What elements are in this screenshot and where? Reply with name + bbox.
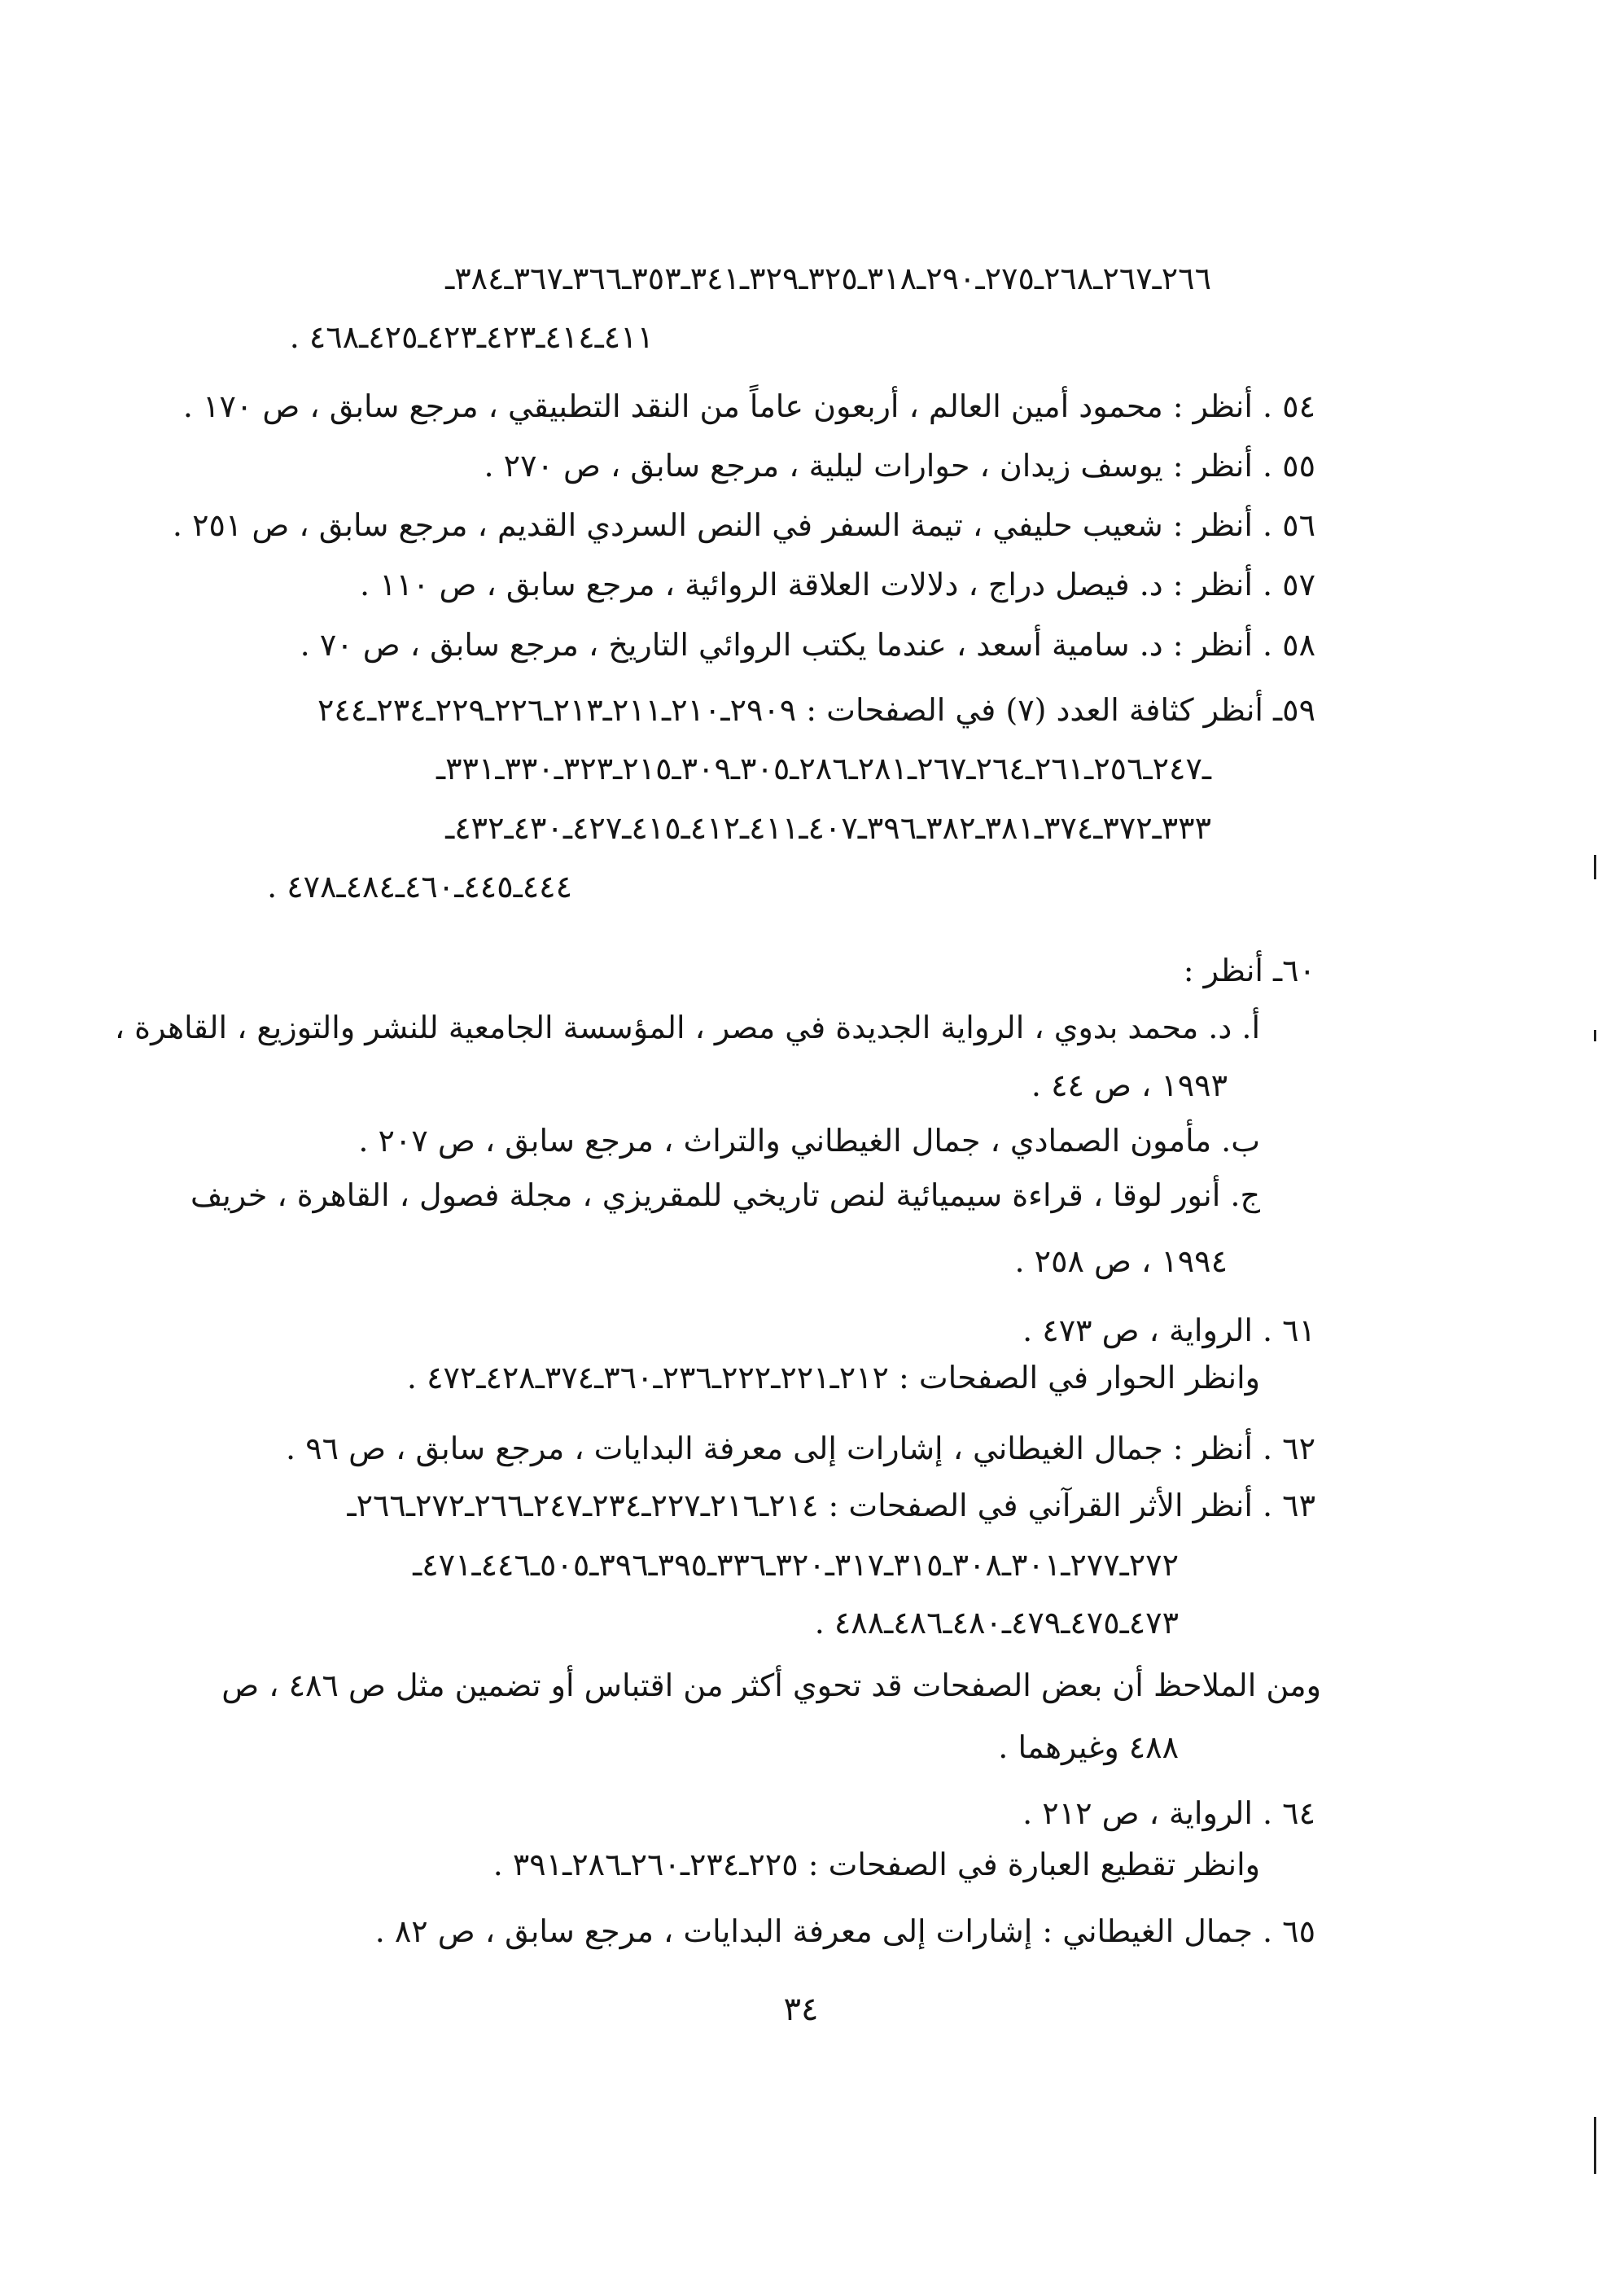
footnote-57: ٥٧ . أنظر : د. فيصل دراج ، دلالات العلاقة الروائية ، مرجع سابق ، ص ١١٠ .	[360, 567, 1315, 602]
footnote-63-note-line-2: ٤٨٨ وغيرهما .	[998, 1729, 1179, 1765]
footnote-60-item-b: ب. مأمون الصمادي ، جمال الغيطاني والتراث ، مرجع سابق ، ص ٢٠٧ .	[358, 1123, 1260, 1159]
footnote-59: ٥٩ـ أنظر كثافة العدد (٧) في الصفحات : ٢٩٠٩ـ٢١٠ـ٢١١ـ٢١٣ـ٢٢٦ـ٢٢٩ـ٢٣٤ـ٢٤٤	[317, 692, 1315, 728]
footnote-53-continuation-line-2: ٤١١ـ٤١٤ـ٤٢٣ـ٤٢٣ـ٤٢٥ـ٤٦٨ .	[289, 319, 654, 355]
footnote-60-item-a-line-2: ١٩٩٣ ، ص ٤٤ .	[1031, 1067, 1228, 1103]
footnote-56: ٥٦ . أنظر : شعيب حليفي ، تيمة السفر في النص السردي القديم ، مرجع سابق ، ص ٢٥١ .	[172, 507, 1315, 543]
footnote-60-item-a: أ. د. محمد بدوي ، الرواية الجديدة في مصر ، المؤسسة الجامعية للنشر والتوزيع ، القاهرة ،	[114, 1010, 1260, 1045]
footnote-61-see-also: وانظر الحوار في الصفحات : ٢١٢ـ٢٢١ـ٢٢٢ـ٢٣٦ـ٣٦٠ـ٣٧٤ـ٤٢٨ـ٤٧٢ .	[406, 1360, 1260, 1396]
footnote-60-item-c: ج. أنور لوقا ، قراءة سيميائية لنص تاريخي للمقريزي ، مجلة فصول ، القاهرة ، خريف	[190, 1177, 1260, 1213]
footnote-60: ٦٠ـ أنظر :	[1183, 953, 1315, 988]
page-number: ٣٤	[783, 1991, 819, 2028]
footnote-58: ٥٨ . أنظر : د. سامية أسعد ، عندما يكتب الروائي التاريخ ، مرجع سابق ، ص ٧٠ .	[300, 627, 1315, 663]
footnote-62: ٦٢ . أنظر : جمال الغيطاني ، إشارات إلى معرفة البدايات ، مرجع سابق ، ص ٩٦ .	[286, 1431, 1315, 1466]
footnote-65: ٦٥ . جمال الغيطاني : إشارات إلى معرفة البدايات ، مرجع سابق ، ص ٨٢ .	[374, 1913, 1315, 1949]
footnote-55: ٥٥ . أنظر : يوسف زيدان ، حوارات ليلية ، مرجع سابق ، ص ٢٧٠ .	[484, 448, 1315, 484]
footnote-59-line-2: ـ٢٤٧ـ٢٥٦ـ٢٦١ـ٢٦٤ـ٢٦٧ـ٢٨١ـ٢٨٦ـ٣٠٥ـ٣٠٩ـ٢١٥ـ٣٢٣ـ٣٣٠ـ٣٣١ـ	[436, 751, 1211, 787]
margin-mark-1	[1594, 855, 1596, 879]
footnote-54: ٥٤ . أنظر : محمود أمين العالم ، أربعون عاماً من النقد التطبيقي ، مرجع سابق ، ص ١٧٠ .	[182, 388, 1315, 424]
footnote-63-line-3: ٤٧٣ـ٤٧٥ـ٤٧٩ـ٤٨٠ـ٤٨٦ـ٤٨٨ .	[814, 1605, 1179, 1641]
margin-mark-3	[1594, 2117, 1596, 2174]
footnote-53-continuation-line-1: ٢٦٦ـ٢٦٧ـ٢٦٨ـ٢٧٥ـ٢٩٠ـ٣١٨ـ٣٢٥ـ٣٢٩ـ٣٤١ـ٣٥٣ـ٣٦٦ـ٣٦٧ـ٣٨٤ـ	[445, 261, 1211, 296]
footnote-59-line-4: ٤٤٤ـ٤٤٥ـ٤٦٠ـ٤٨٤ـ٤٧٨ .	[267, 869, 572, 905]
footnote-64: ٦٤ . الرواية ، ص ٢١٢ .	[1022, 1795, 1315, 1831]
footnote-63-line-2: ٢٧٢ـ٢٧٧ـ٣٠١ـ٣٠٨ـ٣١٥ـ٣١٧ـ٣٢٠ـ٣٣٦ـ٣٩٥ـ٣٩٦ـ٥٠٥ـ٤٤٦ـ٤٧١ـ	[413, 1547, 1179, 1583]
footnote-61: ٦١ . الرواية ، ص ٤٧٣ .	[1022, 1312, 1315, 1348]
footnote-63: ٦٣ . أنظر الأثر القرآني في الصفحات : ٢١٤ـ٢١٦ـ٢٢٧ـ٢٣٤ـ٢٤٧ـ٢٦٦ـ٢٧٢ـ٢٦٦ـ	[347, 1488, 1315, 1523]
footnote-64-see-also: وانظر تقطيع العبارة في الصفحات : ٢٢٥ـ٢٣٤ـ٢٦٠ـ٢٨٦ـ٣٩١ .	[492, 1847, 1260, 1882]
footnote-59-line-3: ٣٣٣ـ٣٧٢ـ٣٧٤ـ٣٨١ـ٣٨٢ـ٣٩٦ـ٤٠٧ـ٤١١ـ٤١٢ـ٤١٥ـ٤٢٧ـ٤٣٠ـ٤٣٢ـ	[445, 810, 1211, 846]
footnote-63-note: ومن الملاحظ أن بعض الصفحات قد تحوي أكثر من اقتباس أو تضمين مثل ص ٤٨٦ ، ص	[221, 1667, 1321, 1703]
margin-mark-2	[1594, 1030, 1596, 1041]
footnote-60-item-c-line-2: ١٩٩٤ ، ص ٢٥٨ .	[1014, 1243, 1228, 1279]
